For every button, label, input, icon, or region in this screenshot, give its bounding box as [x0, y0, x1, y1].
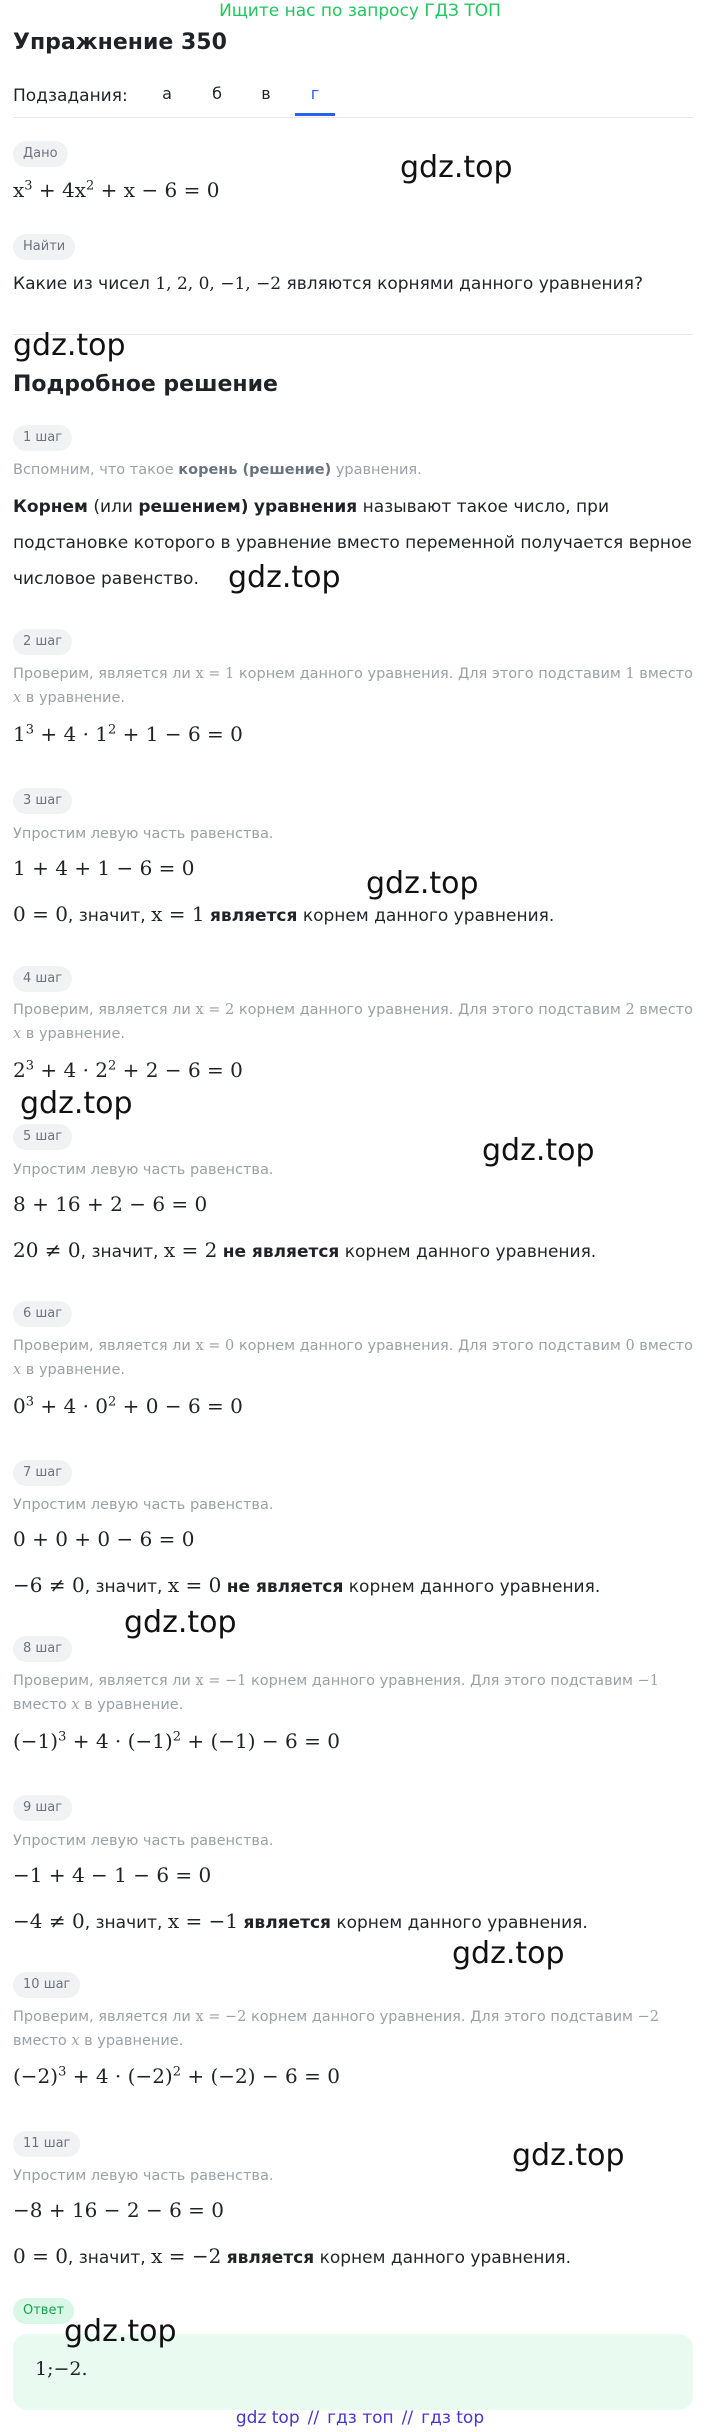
step-7-note: Упростим левую часть равенства. [13, 1497, 274, 1513]
footer-link[interactable]: гдз top [421, 2408, 485, 2428]
step-1-note: Вспомним, что такое корень (решение) уравнения. [13, 462, 422, 478]
footer-link[interactable]: гдз топ [327, 2408, 394, 2428]
watermark: gdz.top [228, 560, 341, 595]
given-badge: Дано [13, 141, 68, 167]
step-3-result: 0 = 0, значит, x = 1 является корнем данного уравнения. [13, 902, 555, 926]
watermark: gdz.top [20, 1086, 133, 1121]
tab-v[interactable]: в [261, 84, 271, 103]
step-4-equation: $2^3 + 4 \cdot 2^2 + 2 - 6 = 0$ [13, 1058, 243, 1082]
step-6-equation: $0^3 + 4 \cdot 0^2 + 0 - 6 = 0$ [13, 1394, 243, 1418]
watermark: gdz.top [482, 1133, 595, 1168]
step-9-note: Упростим левую часть равенства. [13, 1833, 274, 1849]
step-9-equation: −1 + 4 − 1 − 6 = 0 [13, 1863, 212, 1887]
find-question: Какие из чисел 1, 2, 0, −1, −2 являются корнями данного уравнения? [13, 274, 643, 294]
step-9-result: −4 ≠ 0, значит, x = −1 является корнем данного уравнения. [13, 1909, 588, 1933]
step-8-note: Проверим, является ли x = −1 корнем данного уравнения. Для этого подставим −1 вместо x в уравнение. [13, 1673, 659, 1713]
search-banner[interactable]: Ищите нас по запросу ГДЗ ТОП [219, 1, 501, 21]
step-8-equation: $(-1)^3 + 4 \cdot (-1)^2 + (-1) - 6 = 0$ [13, 1729, 340, 1753]
watermark: gdz.top [512, 2138, 625, 2173]
step-7-badge: 7 шаг [13, 1460, 72, 1486]
step-11-result: 0 = 0, значит, x = −2 является корнем данного уравнения. [13, 2244, 572, 2268]
given-equation: $x^3 + 4x^2 + x - 6 = 0$ [13, 178, 220, 202]
watermark: gdz.top [64, 2314, 177, 2349]
step-1-definition: Корнем (или решением) уравнения называют такое число, при подстановке которого в уравнение вместо переменной получается верное числовое равенство. [13, 497, 692, 589]
tab-g[interactable]: г [295, 84, 335, 116]
step-5-badge: 5 шаг [13, 1124, 72, 1150]
step-2-note: Проверим, является ли x = 1 корнем данного уравнения. Для этого подставим 1 вместо x в уравнение. [13, 666, 693, 706]
answer-badge: Ответ [13, 2298, 74, 2324]
step-5-note: Упростим левую часть равенства. [13, 1162, 274, 1178]
step-6-note: Проверим, является ли x = 0 корнем данного уравнения. Для этого подставим 0 вместо x в уравнение. [13, 1338, 693, 1378]
step-1-badge: 1 шаг [13, 425, 72, 451]
step-5-equation: 8 + 16 + 2 − 6 = 0 [13, 1192, 208, 1216]
step-2-equation: $1^3 + 4 \cdot 1^2 + 1 - 6 = 0$ [13, 722, 243, 746]
find-badge: Найти [13, 234, 75, 260]
step-3-equation: 1 + 4 + 1 − 6 = 0 [13, 856, 195, 880]
step-4-badge: 4 шаг [13, 966, 72, 992]
step-9-badge: 9 шаг [13, 1795, 72, 1821]
step-10-badge: 10 шаг [13, 1972, 80, 1998]
solution-title: Подробное решение [13, 372, 278, 397]
watermark: gdz.top [13, 328, 126, 363]
step-10-equation: $(-2)^3 + 4 \cdot (-2)^2 + (-2) - 6 = 0$ [13, 2064, 340, 2088]
subtasks-label: Подзадания: [13, 86, 128, 106]
step-3-badge: 3 шаг [13, 788, 72, 814]
step-11-note: Упростим левую часть равенства. [13, 2168, 274, 2184]
step-7-result: −6 ≠ 0, значит, x = 0 не является корнем данного уравнения. [13, 1573, 601, 1597]
step-2-badge: 2 шаг [13, 629, 72, 655]
step-8-badge: 8 шаг [13, 1636, 72, 1662]
step-7-equation: 0 + 0 + 0 − 6 = 0 [13, 1527, 195, 1551]
footer-separator: // [401, 2408, 414, 2428]
step-3-note: Упростим левую часть равенства. [13, 826, 274, 842]
tab-b[interactable]: б [212, 84, 222, 103]
step-4-note: Проверим, является ли x = 2 корнем данного уравнения. Для этого подставим 2 вместо x в уравнение. [13, 1002, 693, 1042]
footer-separator: // [307, 2408, 320, 2428]
step-11-equation: −8 + 16 − 2 − 6 = 0 [13, 2198, 224, 2222]
subtasks-tabs [13, 80, 693, 118]
answer-value: 1;−2. [35, 2358, 88, 2380]
footer-links [0, 2408, 720, 2428]
watermark: gdz.top [124, 1605, 237, 1640]
tab-a[interactable]: а [162, 84, 172, 103]
step-6-badge: 6 шаг [13, 1301, 72, 1327]
step-10-note: Проверим, является ли x = −2 корнем данного уравнения. Для этого подставим −2 вместо x в уравнение. [13, 2009, 659, 2049]
watermark: gdz.top [452, 1936, 565, 1971]
step-5-result: 20 ≠ 0, значит, x = 2 не является корнем данного уравнения. [13, 1238, 597, 1262]
watermark: gdz.top [366, 866, 479, 901]
watermark: gdz.top [400, 150, 513, 185]
step-11-badge: 11 шаг [13, 2131, 80, 2157]
page-title: Упражнение 350 [13, 30, 227, 55]
footer-link[interactable]: gdz top [235, 2408, 300, 2428]
